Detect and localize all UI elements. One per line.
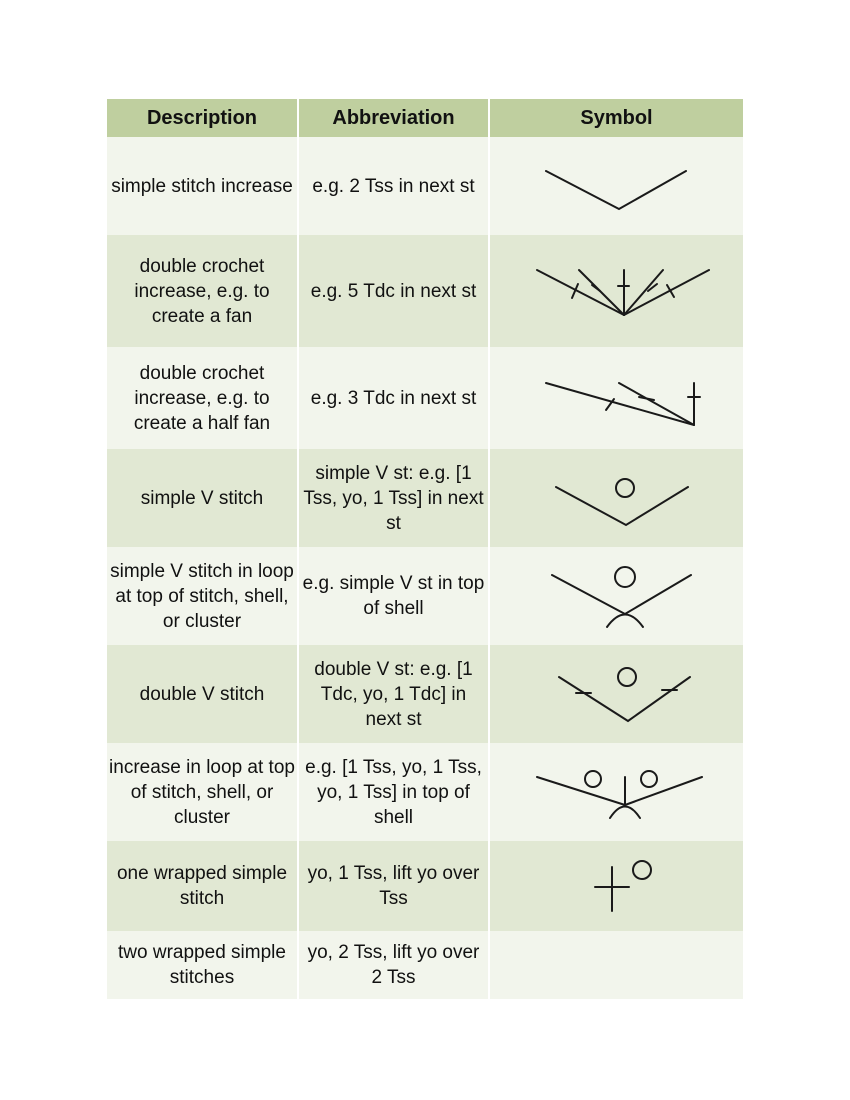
table-row <box>107 449 743 547</box>
crochet-symbol-table <box>107 99 743 999</box>
symbol-cell <box>489 235 743 347</box>
abbreviation-cell: double V st: e.g. [1 Tdc, yo, 1 Tdc] in next st <box>298 645 489 743</box>
symbol-cell <box>489 547 743 645</box>
table-row <box>107 347 743 449</box>
description-cell: double crochet increase, e.g. to create a fan <box>107 235 298 347</box>
double-v-stitch-symbol <box>492 645 746 743</box>
v-stitch-in-loop-symbol <box>492 547 746 645</box>
wrapped-stitch-symbol <box>492 841 746 931</box>
fan-symbol <box>492 235 746 347</box>
abbreviation-cell: yo, 2 Tss, lift yo over 2 Tss <box>298 931 489 999</box>
abbreviation-cell: e.g. simple V st in top of shell <box>298 547 489 645</box>
abbreviation-cell: simple V st: e.g. [1 Tss, yo, 1 Tss] in next st <box>298 449 489 547</box>
table-header-row <box>107 99 743 137</box>
description-cell: double V stitch <box>107 645 298 743</box>
abbreviation-cell: yo, 1 Tss, lift yo over Tss <box>298 841 489 931</box>
table-row <box>107 931 743 999</box>
half-fan-symbol <box>492 347 746 449</box>
symbol-cell <box>489 931 743 999</box>
v-shape-symbol <box>492 137 746 235</box>
abbreviation-cell: e.g. 2 Tss in next st <box>298 137 489 235</box>
description-cell: increase in loop at top of stitch, shell, or cluster <box>107 743 298 841</box>
header-symbol: Symbol <box>489 99 743 137</box>
symbol-cell <box>489 347 743 449</box>
table-row <box>107 743 743 841</box>
header-abbreviation: Abbreviation <box>298 99 489 137</box>
increase-in-loop-symbol <box>492 743 746 841</box>
description-cell: simple stitch increase <box>107 137 298 235</box>
abbreviation-cell: e.g. [1 Tss, yo, 1 Tss, yo, 1 Tss] in top of shell <box>298 743 489 841</box>
symbol-cell <box>489 137 743 235</box>
table-row <box>107 841 743 931</box>
table-row <box>107 137 743 235</box>
description-cell: one wrapped simple stitch <box>107 841 298 931</box>
abbreviation-cell: e.g. 5 Tdc in next st <box>298 235 489 347</box>
description-cell: two wrapped simple stitches <box>107 931 298 999</box>
header-description: Description <box>107 99 298 137</box>
simple-v-stitch-symbol <box>492 449 746 547</box>
table-row <box>107 645 743 743</box>
abbreviation-cell: e.g. 3 Tdc in next st <box>298 347 489 449</box>
symbol-cell <box>489 449 743 547</box>
symbol-cell <box>489 645 743 743</box>
description-cell: simple V stitch in loop at top of stitch, shell, or cluster <box>107 547 298 645</box>
table-row <box>107 547 743 645</box>
description-cell: double crochet increase, e.g. to create a half fan <box>107 347 298 449</box>
symbol-cell <box>489 743 743 841</box>
description-cell: simple V stitch <box>107 449 298 547</box>
symbol-cell <box>489 841 743 931</box>
table-row <box>107 235 743 347</box>
